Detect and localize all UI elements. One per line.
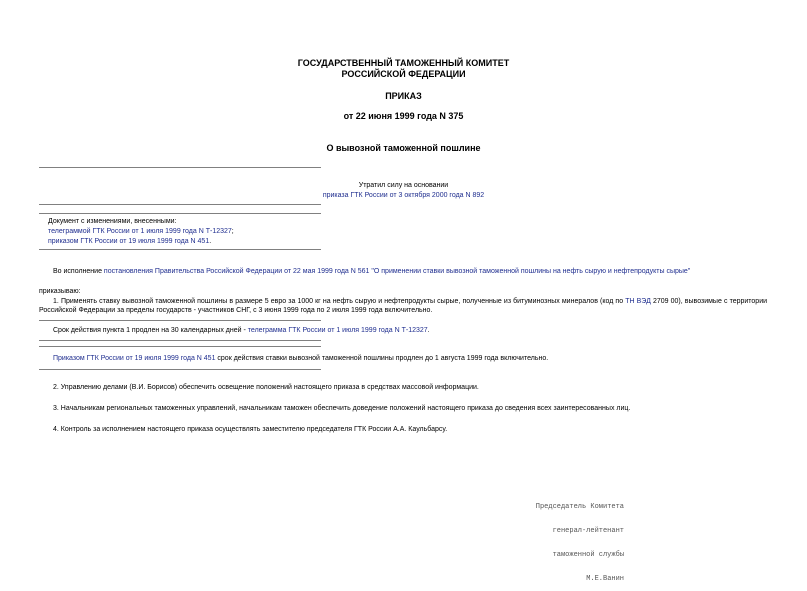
separator-line — [39, 204, 321, 205]
amendment-link[interactable]: телеграммой ГТК России от 1 июля 1999 года N Т-12327 — [48, 228, 232, 235]
document-date-number: от 22 июня 1999 года N 375 — [343, 111, 464, 121]
note-extension-1 — [53, 326, 430, 335]
document-type: ПРИКАЗ — [385, 91, 422, 101]
document-subject: О вывозной таможенной пошлине — [326, 143, 481, 153]
amendment-suffix: ; — [231, 228, 234, 235]
signature-block — [480, 487, 624, 591]
amendment-link[interactable]: приказом ГТК России от 19 июля 1999 года N 451 — [48, 238, 210, 245]
tnved-link[interactable]: ТН ВЭД — [625, 298, 651, 305]
separator-line — [39, 167, 321, 168]
signature-name: М.Е.Ванин — [586, 575, 624, 583]
note-1-text: Срок действия пункта 1 продлен на 30 календарных дней - — [53, 327, 248, 334]
note-extension-2 — [53, 354, 548, 363]
amendment-suffix: . — [209, 238, 212, 245]
separator-line — [39, 340, 321, 341]
note-2-text: срок действия ставки вывозной таможенной пошлины продлен до 1 августа 1999 года включительно. — [215, 355, 549, 362]
preamble — [53, 267, 690, 276]
separator-line — [39, 369, 321, 370]
separator-line — [39, 320, 321, 321]
separator-line — [39, 213, 321, 214]
note-1-link[interactable]: телеграмма ГТК России от 1 июля 1999 года N Т-12327 — [247, 327, 428, 334]
paragraph-4: 4. Контроль за исполнением настоящего приказа осуществлять заместителю председателя ГТК России А.А. Каульбарсу. — [53, 426, 448, 433]
amendment-item — [48, 227, 234, 236]
signature-line: Председатель Комитета — [535, 503, 624, 511]
signature-line: генерал-лейтенант — [552, 527, 624, 535]
note-1-end: . — [427, 327, 430, 334]
note-2-link[interactable]: Приказом ГТК России от 19 июля 1999 года N 451 — [53, 355, 216, 362]
amendments-intro: Документ с изменениями, внесенными: — [48, 218, 177, 225]
org-name-line1: ГОСУДАРСТВЕННЫЙ ТАМОЖЕННЫЙ КОМИТЕТ — [297, 58, 510, 68]
status-note-link[interactable]: приказа ГТК России от 3 октября 2000 года N 892 — [322, 192, 485, 199]
paragraph-1-text-end: 2709 00), вывозимые с территории Российской Федерации за пределы государств - участников СНГ, с 3 июня 1999 года по 2 июля 1999 года включительно. — [39, 298, 768, 314]
status-note-text: Утратил силу на основании — [358, 182, 449, 189]
order-word: приказываю: — [39, 288, 81, 295]
separator-line — [39, 346, 321, 347]
org-name-line2: РОССИЙСКОЙ ФЕДЕРАЦИИ — [341, 69, 466, 79]
paragraph-2: 2. Управлению делами (В.И. Борисов) обеспечить освещение положений настоящего приказа в средствах массовой информации. — [53, 384, 479, 391]
signature-line: таможенной службы — [552, 551, 624, 559]
paragraph-1-text: 1. Применять ставку вывозной таможенной пошлины в размере 5 евро за 1000 кг на нефть сырую и нефтепродукты сырые, полученные из битуминозных минералов (код по — [53, 298, 626, 305]
amendment-item — [48, 237, 211, 246]
preamble-link[interactable]: постановления Правительства Российской Федерации от 22 мая 1999 года N 561 "О применении ставки вывозной таможенной пошлины на нефть сырую и нефтепродукты сырые" — [103, 268, 691, 275]
separator-line — [39, 249, 321, 250]
preamble-prefix: Во исполнение — [53, 268, 104, 275]
paragraph-3: 3. Начальникам региональных таможенных управлений, начальникам таможен обеспечить доведение положений настоящего приказа до сведения всех заинтересованных лиц. — [53, 405, 631, 412]
paragraph-1 — [39, 297, 767, 315]
